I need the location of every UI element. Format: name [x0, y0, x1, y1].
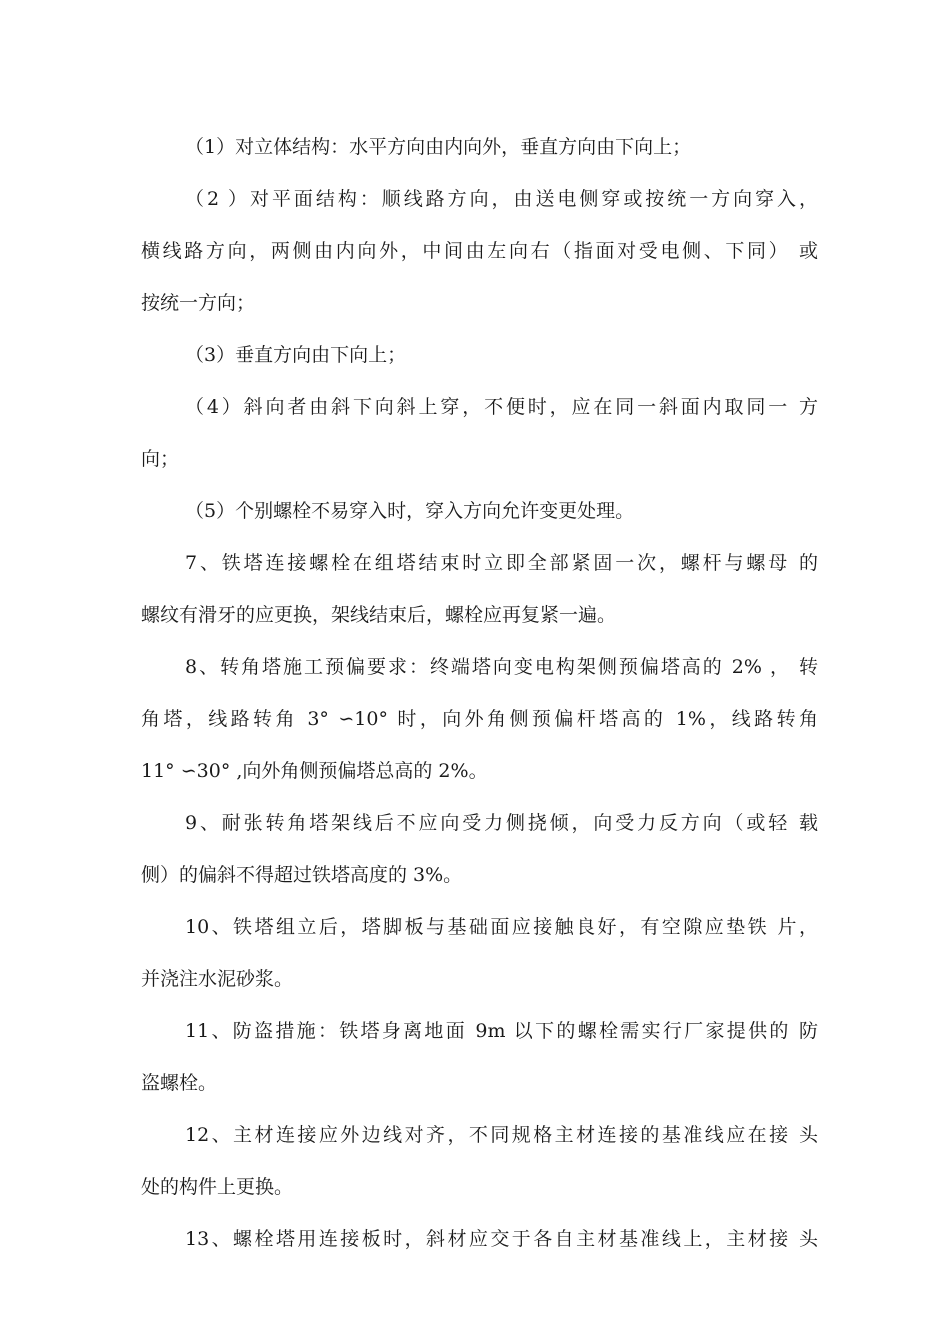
- paragraph-line: 7、铁塔连接螺栓在组塔结束时立即全部紧固一次，螺杆与螺母 的: [185, 552, 818, 574]
- paragraph-line: 螺纹有滑牙的应更换，架线结束后，螺栓应再复紧一遍。: [141, 604, 617, 626]
- paragraph-line: 并浇注水泥砂浆。: [141, 968, 294, 990]
- paragraph-line: 盗螺栓。: [141, 1072, 218, 1094]
- paragraph-line: 10、铁塔组立后，塔脚板与基础面应接触良好，有空隙应垫铁 片，: [185, 916, 818, 938]
- paragraph-line: 12、主材连接应外边线对齐，不同规格主材连接的基准线应在接 头: [185, 1124, 818, 1146]
- paragraph-line: 11、防盗措施：铁塔身离地面 9m 以下的螺栓需实行厂家提供的 防: [185, 1020, 818, 1042]
- paragraph-line: （4）斜向者由斜下向斜上穿，不便时，应在同一斜面内取同一 方: [185, 396, 818, 418]
- paragraph-line: 13、螺栓塔用连接板时，斜材应交于各自主材基准线上，主材接 头: [185, 1228, 818, 1250]
- paragraph-line: 8、转角塔施工预偏要求：终端塔向变电构架侧预偏塔高的 2% ， 转: [185, 656, 818, 678]
- paragraph-line: 侧）的偏斜不得超过铁塔高度的 3%。: [141, 864, 463, 886]
- paragraph-line: 横线路方向，两侧由内向外，中间由左向右（指面对受电侧、下同） 或: [141, 240, 818, 262]
- paragraph-line: （1）对立体结构：水平方向由内向外，垂直方向由下向上；: [185, 136, 692, 158]
- paragraph-line: 角塔，线路转角 3° ∽10° 时，向外角侧预偏杆塔高的 1%，线路转角: [141, 708, 818, 730]
- document-body: [141, 121, 818, 1265]
- paragraph-line: 按统一方向；: [141, 292, 256, 314]
- paragraph-line: 11° ∽30° ,向外角侧预偏塔总高的 2%。: [141, 760, 488, 782]
- paragraph-line: （2 ）对平面结构：顺线路方向，由送电侧穿或按统一方向穿入，: [185, 188, 818, 210]
- paragraph-line: （3）垂直方向由下向上；: [185, 344, 407, 366]
- paragraph-line: 向；: [141, 448, 180, 470]
- paragraph-line: 处的构件上更换。: [141, 1176, 294, 1198]
- paragraph-line: 9、耐张转角塔架线后不应向受力侧挠倾，向受力反方向（或轻 载: [185, 812, 818, 834]
- paragraph-line: （5）个别螺栓不易穿入时，穿入方向允许变更处理。: [185, 500, 635, 522]
